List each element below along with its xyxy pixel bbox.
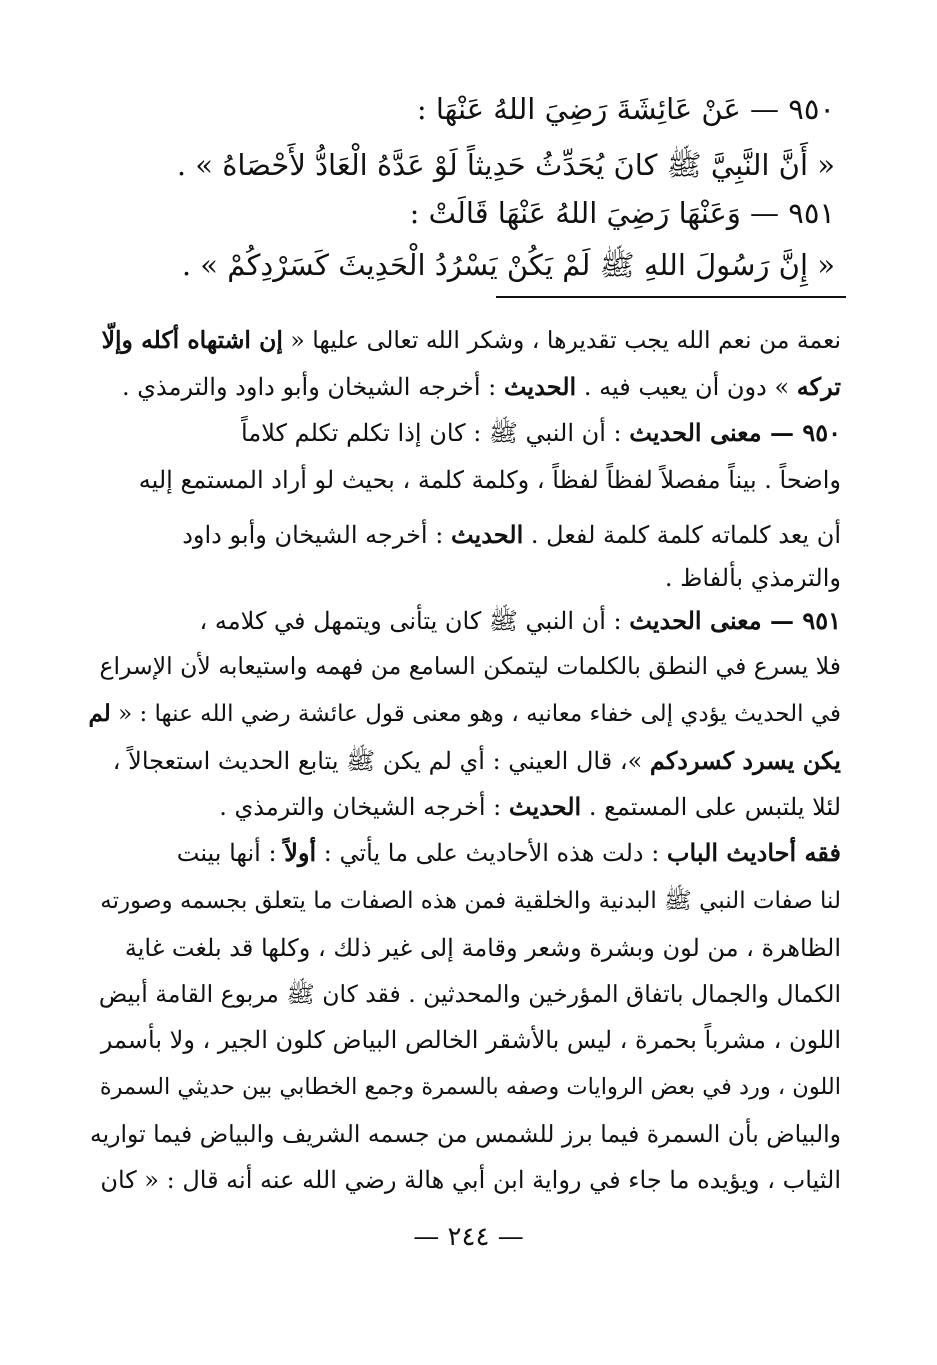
bold-text: ٩٥٠ — معنى الحديث	[629, 418, 841, 447]
line-text: : أن النبي ﷺ : كان إذا تكلم تكلم كلاماً	[241, 419, 630, 447]
hadith-951-header	[410, 196, 835, 230]
commentary-line	[122, 372, 841, 401]
line-text: نعمة من نعم الله يجب تقديرها ، وشكر الله تعالى عليها «	[282, 326, 841, 354]
commentary-line	[125, 934, 841, 962]
commentary-line	[665, 564, 841, 592]
bold-text: الحديث	[450, 520, 524, 549]
commentary-line	[99, 652, 841, 680]
bold-text: لم	[88, 700, 111, 727]
line-text: لنا صفات النبي ﷺ البدنية والخلقية فمن هذه الصفات ما يتعلق بجسمه وصورته	[100, 888, 841, 914]
line-text: فلا يسرع في النطق بالكلمات ليتمكن السامع من فهمه واستيعابه لأن الإسراع	[99, 652, 841, 680]
commentary-line	[219, 792, 841, 821]
page-number: — ٢٤٤ —	[413, 1222, 524, 1252]
commentary-line	[100, 886, 841, 920]
line-text: أن يعد كلماته كلمة كلمة لفعل .	[523, 521, 841, 549]
bold-text: تركه	[796, 372, 841, 401]
dash: —	[750, 92, 780, 126]
line-text: اللون ، ورد في بعض الروايات وصفه بالسمرة وجمع الخطابي بين حديثي السمرة	[99, 1074, 841, 1100]
bold-text: الحديث	[508, 792, 582, 821]
line-text: » دون أن يعيب فيه .	[576, 373, 797, 401]
bold-text: الحديث	[503, 372, 577, 401]
dash: —	[750, 196, 780, 230]
line-text: لئلا يلتبس على المستمع .	[581, 793, 841, 821]
commentary-line	[182, 520, 841, 549]
line-text: في الحديث يؤدي إلى خفاء معانيه ، وهو معنى قول عائشة رضي الله عنها : «	[110, 701, 841, 727]
line-text: الظاهرة ، من لون وبشرة وشعر وقامة إلى غير ذلك ، وكلها قد بلغت غاية	[124, 934, 841, 962]
commentary-line	[102, 326, 841, 354]
commentary-line	[100, 1166, 841, 1194]
hadith-text: وَعَنْهَا رَضِيَ اللهُ عَنْهَا قَالَتْ :	[409, 196, 741, 230]
bold-text: فقه أحاديث الباب	[666, 838, 841, 867]
hadith-951-text	[182, 248, 835, 290]
bold-text: إن اشتهاه أكله وإلّا	[101, 326, 283, 354]
bold-text: أولاً	[284, 838, 317, 867]
hadith-text: عَنْ عَائِشَةَ رَضِيَ اللهُ عَنْهَا :	[416, 92, 741, 126]
commentary-line	[113, 746, 841, 781]
line-text: اللون ، مشرباً بحمرة ، ليس بالأشقر الخالص البياض كلون الجير ، ولا بأسمر	[100, 1026, 841, 1054]
hadith-number: ٩٥١	[788, 196, 835, 230]
line-text: : أن النبي ﷺ كان يتأنى ويتمهل في كلامه ،	[199, 607, 630, 635]
line-text: : أخرجه الشيخان والترمذي .	[219, 793, 509, 821]
line-text: : أخرجه الشيخان وأبو داود	[182, 521, 451, 549]
hadith-text: « أَنَّ النَّبِيَّ ﷺ كانَ يُحَدِّثُ حَدِيثاً لَوْ عَدَّهُ الْعَادُّ لأَحْصَاهُ » .	[176, 148, 835, 182]
line-text: : أنها بينت	[176, 839, 285, 867]
line-text: الكمال والجمال باتفاق المؤرخين والمحدثين . فقد كان ﷺ مربوع القامة أبيض	[98, 980, 841, 1008]
commentary-line	[88, 700, 841, 727]
line-text: واضحاً . بيناً مفصلاً لفظاً لفظاً ، وكلمة كلمة ، بحيث لو أراد المستمع إليه	[138, 466, 841, 494]
commentary-line	[200, 606, 841, 641]
commentary-line	[177, 838, 841, 867]
line-text: »، قال العيني : أي لم يكن ﷺ يتابع الحديث استعجالاً ،	[112, 747, 650, 775]
commentary-line	[241, 418, 841, 453]
commentary-line	[100, 1074, 841, 1100]
bold-text: ٩٥١ — معنى الحديث	[629, 606, 841, 635]
commentary-line	[101, 1026, 841, 1054]
hadith-950-text	[177, 148, 835, 190]
line-text: والبياض بأن السمرة فيما برز للشمس من جسمه الشريف والبياض فيما تواريه	[89, 1120, 841, 1148]
line-text: : أخرجه الشيخان وأبو داود والترمذي .	[122, 373, 504, 401]
commentary-line	[139, 466, 841, 494]
hadith-text: « إِنَّ رَسُولَ اللهِ ﷺ لَمْ يَكُنْ يَسْرُدُ الْحَدِيثَ كَسَرْدِكُمْ » .	[181, 248, 835, 282]
commentary-line	[90, 1120, 841, 1148]
line-text: والترمذي بألفاظ .	[664, 564, 841, 592]
line-text: : دلت هذه الأحاديث على ما يأتي :	[316, 839, 667, 867]
bold-text: يكن يسرد كسردكم	[649, 746, 841, 775]
hadith-number: ٩٥٠	[788, 92, 835, 126]
commentary-line	[99, 980, 841, 1014]
hadith-950-header	[417, 92, 835, 126]
separator-line	[496, 296, 846, 298]
line-text: الثياب ، ويؤيده ما جاء في رواية ابن أبي هالة رضي الله عنه أنه قال : « كان	[100, 1166, 841, 1194]
